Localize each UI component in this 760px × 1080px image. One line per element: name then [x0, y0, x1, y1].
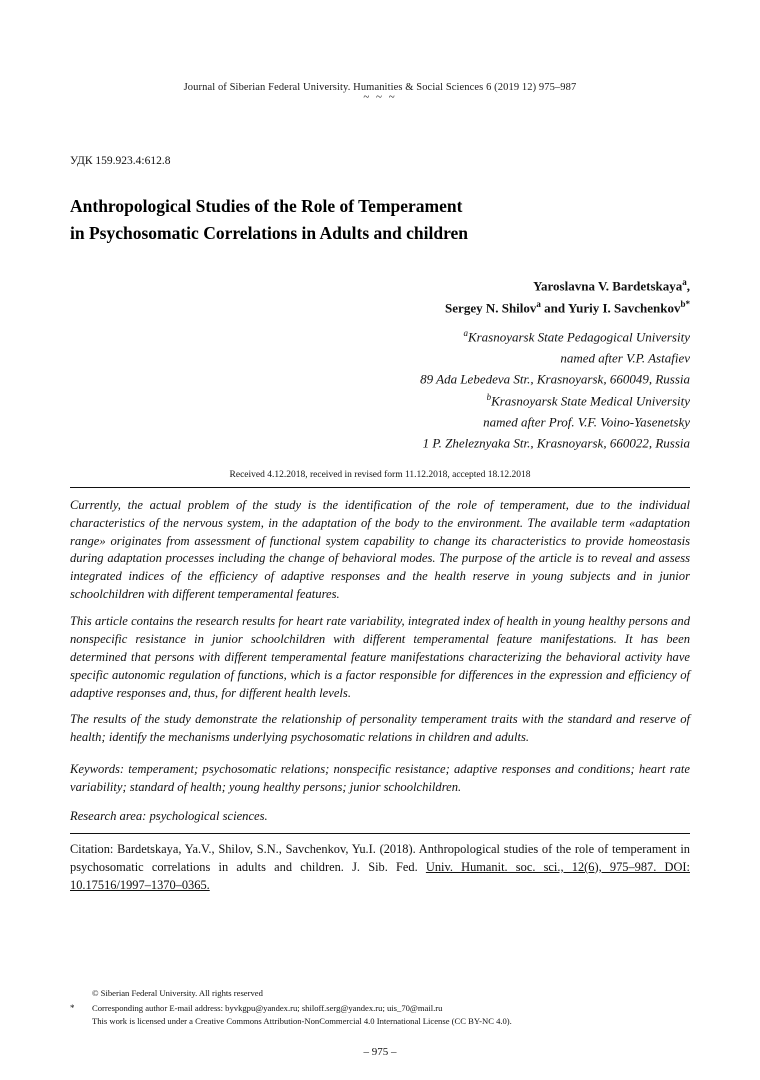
license-notice: This work is licensed under a Creative Commons Attribution-NonCommercial 4.0 International License (CC BY-NC 4.0). [92, 1016, 512, 1027]
running-head: Journal of Siberian Federal University. Humanities & Social Sciences 6 (2019 12) 975–987 [183, 82, 577, 93]
copyright-notice: © Siberian Federal University. All rights reserved [92, 987, 263, 998]
divider-bottom [70, 833, 690, 834]
citation-text: Citation: Bardetskaya, Ya.V., Shilov, S.N., Savchenkov, Yu.I. (2018). Anthropological studies of the role of temperament in psychosomatic correlations in adults and children. J. Sib. Fed. [70, 841, 690, 874]
tilde-separator: ~ ~ ~ [363, 91, 397, 103]
abstract-paragraph: This article contains the research results for heart rate variability, integrated index of health in young healthy persons and nonspecific resistance in junior schoolchildren with different temperamental feature manifestations. It has been determined that persons with different temperamental feature manifestations characterizing the behavioral activity have specific autonomic regulation of functions, which is a factor responsible for differences in the expression and efficiency of adaptive responses and, thus, for different health levels. [70, 614, 690, 700]
corresponding-author-email: Corresponding author E-mail address: byvkgpu@yandex.ru; shiloff.serg@yandex.ru; uis_70@mail.ru [92, 1002, 443, 1013]
received-dates: Received 4.12.2018, received in revised form 11.12.2018, accepted 18.12.2018 [229, 469, 531, 480]
affiliation-line [70, 326, 690, 347]
author-affiliation-marker-a: a [682, 277, 687, 288]
research-area: Research area: psychological sciences. [70, 808, 268, 823]
affiliation-list [70, 326, 690, 454]
author-list [70, 275, 690, 319]
affiliation-marker: b [486, 391, 492, 402]
affiliation-line [70, 432, 690, 453]
author-affiliation-marker-b: b* [680, 299, 690, 310]
affiliation-line [70, 390, 690, 411]
author-name-3: Yuriy I. Savchenkov [567, 300, 681, 316]
affiliation-line [70, 347, 690, 368]
title-line-1: Anthropological Studies of the Role of Temperament [70, 196, 463, 216]
author-name-1: Yaroslavna V. Bardetskaya [533, 278, 683, 294]
abstract-paragraph: The results of the study demonstrate the relationship of personality temperament traits with the standard and reserve of health; identify the mechanisms underlying psychosomatic relations in children and adults. [70, 712, 690, 745]
author-line-1-tail: , [686, 278, 690, 294]
page-title [70, 193, 690, 247]
keywords: Keywords: temperament; psychosomatic relations; nonspecific resistance; adaptive responses and conditions; heart rate variability; standard of health; young healthy persons; junior schoolchildren. [70, 762, 690, 794]
citation-doi: Univ. Humanit. soc. sci., 12(6), 975–987. DOI: 10.17516/1997–1370–0365. [70, 859, 690, 892]
affiliation-marker: a [463, 327, 468, 338]
udc-code: УДК 159.923.4:612.8 [70, 155, 171, 167]
citation [70, 841, 690, 895]
affiliation-text: Krasnoyarsk State Pedagogical University [467, 328, 690, 344]
corresponding-author-row [70, 1002, 690, 1016]
page-footer [70, 987, 690, 1028]
author-conjunction: and [540, 300, 568, 316]
footnote-star-icon: * [70, 1002, 75, 1013]
affiliation-text: 89 Ada Lebedeva Str., Krasnoyarsk, 660049, Russia [420, 371, 690, 387]
author-line-2 [70, 297, 690, 319]
affiliation-text: named after V.P. Astafiev [560, 350, 690, 366]
author-name-2: Sergey N. Shilov [445, 300, 537, 316]
affiliation-text: Krasnoyarsk State Medical University [491, 392, 690, 408]
author-line-1 [70, 275, 690, 297]
title-line-2: in Psychosomatic Correlations in Adults and children [70, 223, 469, 244]
affiliation-line [70, 368, 690, 389]
page-number: – 975 – [363, 1046, 397, 1058]
affiliation-text: named after Prof. V.F. Voino-Yasenetsky [483, 414, 690, 430]
abstract-paragraph: Currently, the actual problem of the study is the identification of the role of temperament, due to the individual characteristics of the nervous system, in the adaptation of the body to the environment. The available term «adaptation range» originates from assessment of functional system capability to change its characteristics to provide homeostasis during adaptation processes including the change of behavioral modes. The purpose of the article is to reveal and assess integrated indices of the efficiency of adaptive responses and the health reserve in young subjects and in junior schoolchildren with different temperamental features. [70, 497, 690, 602]
divider-top [70, 487, 690, 488]
abstract [70, 497, 690, 747]
affiliation-line [70, 411, 690, 432]
affiliation-text: 1 P. Zheleznyaka Str., Krasnoyarsk, 660022, Russia [422, 435, 690, 451]
author-affiliation-marker-a2: a [536, 299, 541, 310]
